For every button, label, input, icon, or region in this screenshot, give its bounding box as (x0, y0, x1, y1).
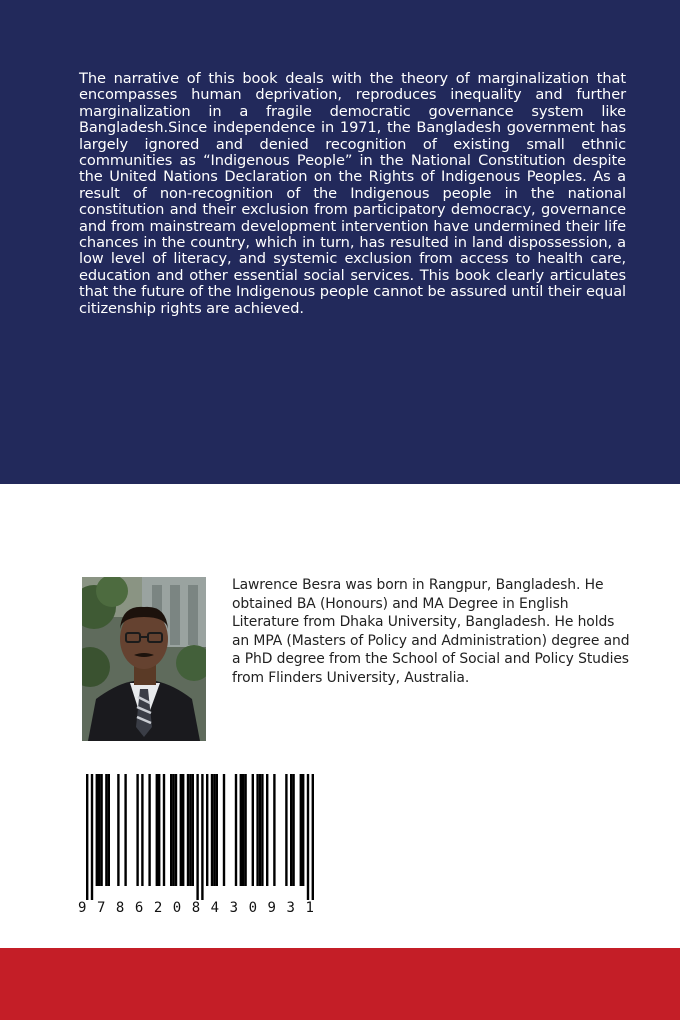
barcode-bar (180, 774, 182, 886)
barcode-bar (105, 774, 107, 886)
barcode-bar (300, 774, 302, 886)
barcode-bar (172, 774, 174, 886)
barcode-bar (223, 774, 225, 886)
barcode-digit: 4 (210, 900, 220, 916)
barcode-bar (206, 774, 208, 886)
barcode-bar (124, 774, 126, 886)
author-photo (82, 577, 206, 741)
barcode-bar (175, 774, 177, 886)
isbn-barcode (74, 770, 320, 920)
barcode-digit: 1 (305, 900, 314, 916)
barcode-digit: 6 (134, 900, 144, 916)
barcode-digit: 9 (78, 900, 87, 916)
barcode-bar (235, 774, 237, 886)
barcode-bar (170, 774, 172, 886)
barcode-bar (91, 774, 93, 900)
bottom-color-band (0, 948, 680, 1020)
barcode-bar (211, 774, 213, 886)
barcode-bar (141, 774, 143, 886)
barcode-bars (74, 770, 320, 902)
book-description: The narrative of this book deals with the theory of marginalization that encompasses human deprivation, reproduces inequality and further marginalization in a fragile democratic governance system like Bangladesh.Since independence in 1971, the Bangladesh government has largely ignored and denied recognition of existing small ethnic communities as “Indigenous People” in the National Constitution despite the United Nations Declaration on the Rights of Indigenous Peoples. As a result of non-recognition of the Indigenous people in the national constitution and their exclusion from participatory democracy, governance and from mainstream development intervention have undermined their life chances in the country, which in turn, has resulted in land dispossession, a low level of literacy, and systemic exclusion from access to health care, education and other essential social services. This book clearly articulates that the future of the Indigenous people cannot be assured until their equal citizenship rights are achieved. (79, 70, 626, 317)
barcode-digit: 7 (96, 900, 106, 916)
barcode-bar (98, 774, 100, 886)
barcode-bar (292, 774, 294, 886)
barcode-bar (196, 774, 198, 900)
barcode-bar (201, 774, 203, 900)
barcode-bar (252, 774, 254, 886)
barcode-bar (312, 774, 314, 900)
barcode-bar (242, 774, 244, 886)
barcode-bar (100, 774, 102, 886)
barcode-bar (96, 774, 98, 886)
barcode-bar (256, 774, 258, 886)
barcode-digit: 8 (115, 900, 125, 916)
barcode-bar (285, 774, 287, 886)
barcode-bar (244, 774, 246, 886)
barcode-bar (158, 774, 160, 886)
barcode-bar (117, 774, 119, 886)
barcode-bar (266, 774, 268, 886)
barcode-bar (182, 774, 184, 886)
barcode-digit: 9 (267, 900, 276, 916)
barcode-digit: 0 (172, 900, 182, 916)
barcode-bar (163, 774, 165, 886)
barcode-bar (136, 774, 138, 886)
barcode-bar (148, 774, 150, 886)
barcode-bar (192, 774, 194, 886)
blurb-panel (0, 0, 680, 484)
barcode-bar (86, 774, 88, 900)
barcode-bar (261, 774, 263, 886)
barcode-bar (302, 774, 304, 886)
barcode-bar (216, 774, 218, 886)
barcode-bar (290, 774, 292, 886)
barcode-digit: 8 (191, 900, 201, 916)
barcode-digit: 3 (286, 900, 295, 916)
barcode-bar (189, 774, 191, 886)
author-biography: Lawrence Besra was born in Rangpur, Bangladesh. He obtained BA (Honours) and MA Degree in English Literature from Dhaka University, Bangladesh. He holds an MPA (Masters of Policy and Administration) degree and a PhD degree from the School of Social and Policy Studies from Flinders University, Australia. (232, 577, 630, 686)
barcode-bar (307, 774, 309, 900)
barcode-digit: 2 (153, 900, 163, 916)
barcode-digit: 0 (248, 900, 258, 916)
barcode-bar (259, 774, 261, 886)
barcode-bar (156, 774, 158, 886)
isbn-digits (74, 900, 320, 918)
barcode-bar (273, 774, 275, 886)
barcode-bar (108, 774, 110, 886)
barcode-digit: 3 (229, 900, 239, 916)
barcode-bar (240, 774, 242, 886)
barcode-bar (213, 774, 215, 886)
author-portrait-image (82, 577, 206, 741)
barcode-bar (187, 774, 189, 886)
